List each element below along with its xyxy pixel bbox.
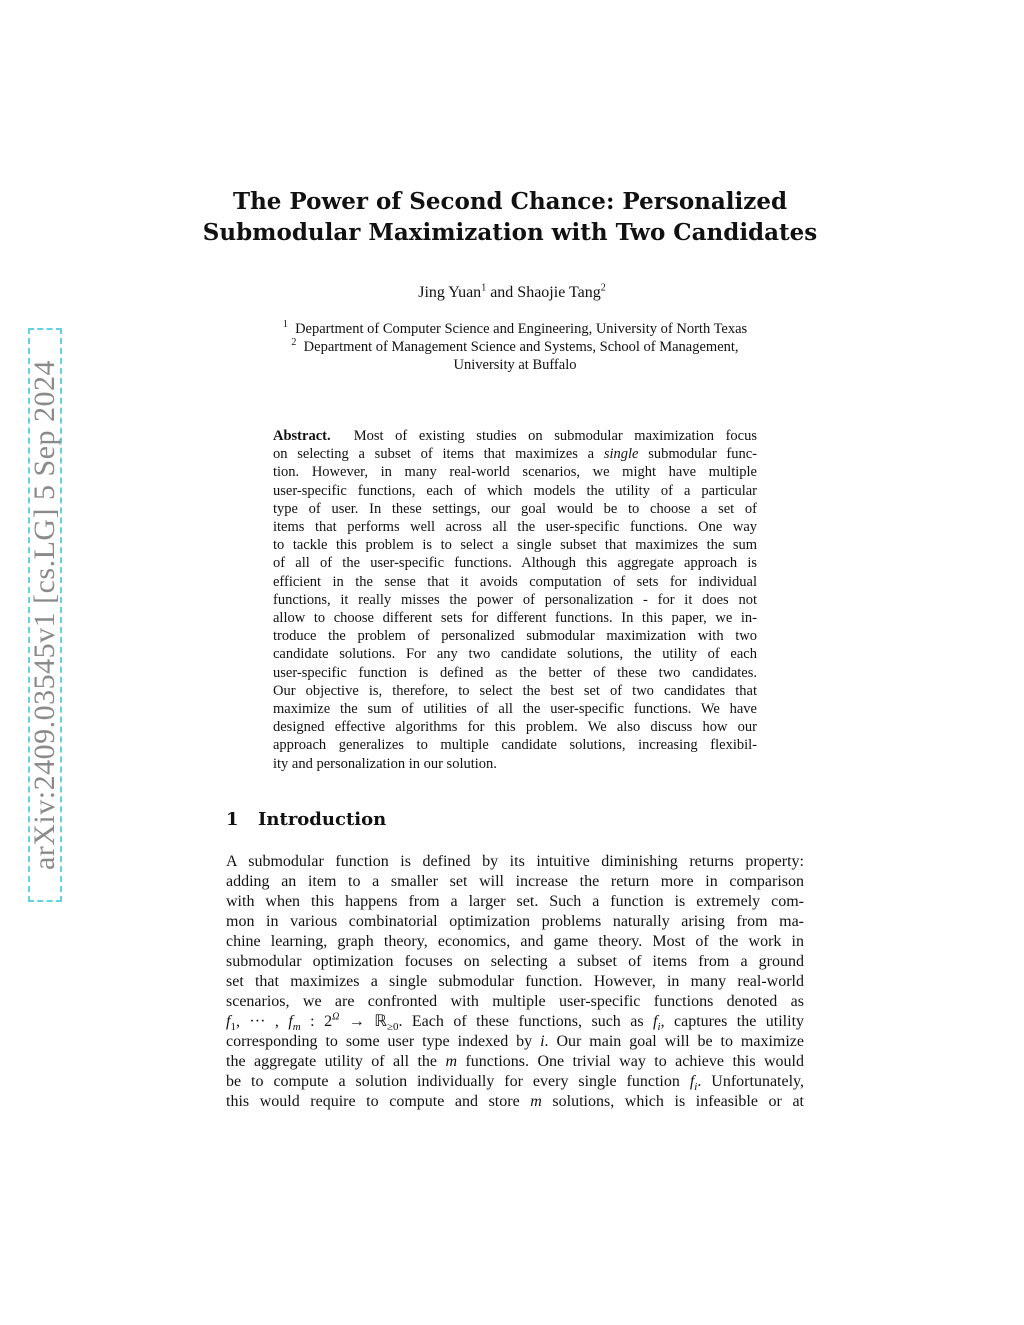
body-line-math (226, 1012, 804, 1032)
body-text: . Each of these functions, such as (398, 1013, 654, 1030)
abstract-line: of all of the user-specific functions. Although this aggregate approach is (273, 555, 757, 572)
section-title: Introduction (258, 809, 387, 830)
body-line (226, 1032, 804, 1052)
abstract-text: submodular func- (638, 446, 757, 463)
section-heading (226, 809, 386, 830)
body-line (226, 1092, 804, 1112)
abstract-line: tion. However, in many real-world scenarios, we might have multiple (273, 464, 757, 481)
affiliation-2 (200, 338, 830, 356)
abstract-line: user-specific function is defined as the better of these two candidates. (273, 664, 757, 681)
abstract-text: on selecting a subset of items that maximizes a (273, 446, 604, 463)
author-affil-mark: 1 (481, 282, 487, 294)
math-symbol: f (653, 1013, 658, 1030)
author-name: Shaojie Tang (517, 284, 601, 301)
math-subscript: i (694, 1081, 698, 1094)
math-symbol: : 2 (300, 1013, 333, 1030)
abstract-emphasis: single (603, 446, 639, 463)
abstract (273, 427, 757, 773)
intro-paragraph (226, 852, 804, 1112)
abstract-line: user-specific functions, each of which models the utility of a particular (273, 482, 757, 499)
paper-title (160, 186, 860, 248)
math-symbol: → ℝ (339, 1013, 387, 1030)
math-subscript: ≥0 (386, 1021, 399, 1034)
abstract-line: candidate solutions. For any two candidate solutions, the utility of each (273, 646, 757, 663)
body-line (226, 1052, 804, 1072)
body-line: mon in various combinatorial optimization problems naturally arising from ma- (226, 913, 804, 930)
abstract-line: items that performs well across all the user-specific functions. One way (273, 519, 757, 536)
abstract-line: Our objective is, therefore, to select the best set of two candidates that (273, 682, 757, 699)
arxiv-stamp (28, 328, 62, 902)
affil-text: Department of Management Science and Systems, School of Management, (303, 339, 739, 355)
abstract-line: designed effective algorithms for this problem. We also discuss how our (273, 719, 757, 736)
affil-text: Department of Computer Science and Engineering, University of North Texas (295, 321, 748, 337)
body-text: functions. One trivial way to achieve this would (457, 1053, 804, 1070)
body-text: , captures the utility (660, 1013, 805, 1030)
abstract-line: troduce the problem of personalized submodular maximization with two (273, 628, 757, 645)
math-symbol: m (445, 1053, 458, 1070)
abstract-line (273, 445, 757, 463)
math-subscript: i (657, 1021, 661, 1034)
body-line (226, 1072, 804, 1092)
body-line: scenarios, we are confronted with multiple user-specific functions denoted as (226, 993, 804, 1010)
math-symbol: f (226, 1013, 231, 1030)
abstract-line: efficient in the sense that it avoids computation of sets for individual (273, 573, 757, 590)
math-symbol: m (530, 1093, 542, 1110)
abstract-line: type of user. In these settings, our goal would be to choose a set of (273, 500, 757, 517)
math-symbol: f (288, 1013, 293, 1030)
affiliation-2-cont: University at Buffalo (453, 357, 577, 373)
body-line: with when this happens from a larger set. Such a function is extremely com- (226, 893, 804, 910)
body-text: . Our main goal will be to maximize (544, 1033, 804, 1050)
body-text: . Unfortunately, (697, 1073, 805, 1090)
abstract-line: approach generalizes to multiple candidate solutions, increasing flexibil- (273, 737, 757, 754)
math-superscript: Ω (332, 1011, 340, 1023)
affil-mark: 1 (282, 319, 288, 331)
body-line: set that maximizes a single submodular function. However, in many real-world (226, 973, 804, 990)
abstract-line: functions, it really misses the power of personalization - for it does not (273, 591, 757, 608)
body-line: A submodular function is defined by its intuitive diminishing returns property: (226, 853, 804, 870)
math-symbol: i (540, 1033, 545, 1050)
math-subscript: 1 (230, 1021, 236, 1034)
title-line: Submodular Maximization with Two Candidates (202, 219, 818, 246)
affil-mark: 2 (291, 337, 297, 349)
affiliation-1 (200, 320, 830, 338)
body-text: corresponding to some user type indexed by (226, 1033, 541, 1050)
abstract-line: maximize the sum of utilities of all the user-specific functions. We have (273, 701, 757, 718)
math-symbol: , ··· , (235, 1013, 289, 1030)
body-text: the aggregate utility of all the (226, 1053, 446, 1070)
body-line: submodular optimization focuses on selecting a subset of items from a ground (226, 953, 804, 970)
body-line: chine learning, graph theory, economics, and game theory. Most of the work in (226, 933, 804, 950)
body-line: adding an item to a smaller set will increase the return more in comparison (226, 873, 804, 890)
body-text: this would require to compute and store (226, 1093, 531, 1110)
affiliations (200, 320, 830, 374)
author-conjunction: and (486, 284, 518, 301)
abstract-line: ity and personalization in our solution. (273, 755, 497, 772)
abstract-line (273, 427, 757, 445)
title-line: The Power of Second Chance: Personalized (232, 188, 788, 215)
author-affil-mark: 2 (600, 282, 606, 294)
arxiv-identifier: arXiv:2409.03545v1 [cs.LG] 5 Sep 2024 (28, 359, 61, 871)
abstract-text: Most of existing studies on submodular maximization focus (353, 428, 758, 444)
section-number: 1 (226, 809, 239, 830)
body-text: solutions, which is infeasible or at (541, 1093, 804, 1110)
abstract-line: allow to choose different sets for different functions. In this paper, we in- (273, 610, 757, 627)
body-text: be to compute a solution individually for every single function (226, 1073, 690, 1090)
abstract-label: Abstract. (273, 428, 331, 444)
math-subscript: m (292, 1021, 301, 1034)
abstract-line: to tackle this problem is to select a single subset that maximizes the sum (273, 537, 757, 554)
author-name: Jing Yuan (418, 284, 482, 301)
math-symbol: f (689, 1073, 695, 1090)
author-list (0, 284, 1024, 302)
